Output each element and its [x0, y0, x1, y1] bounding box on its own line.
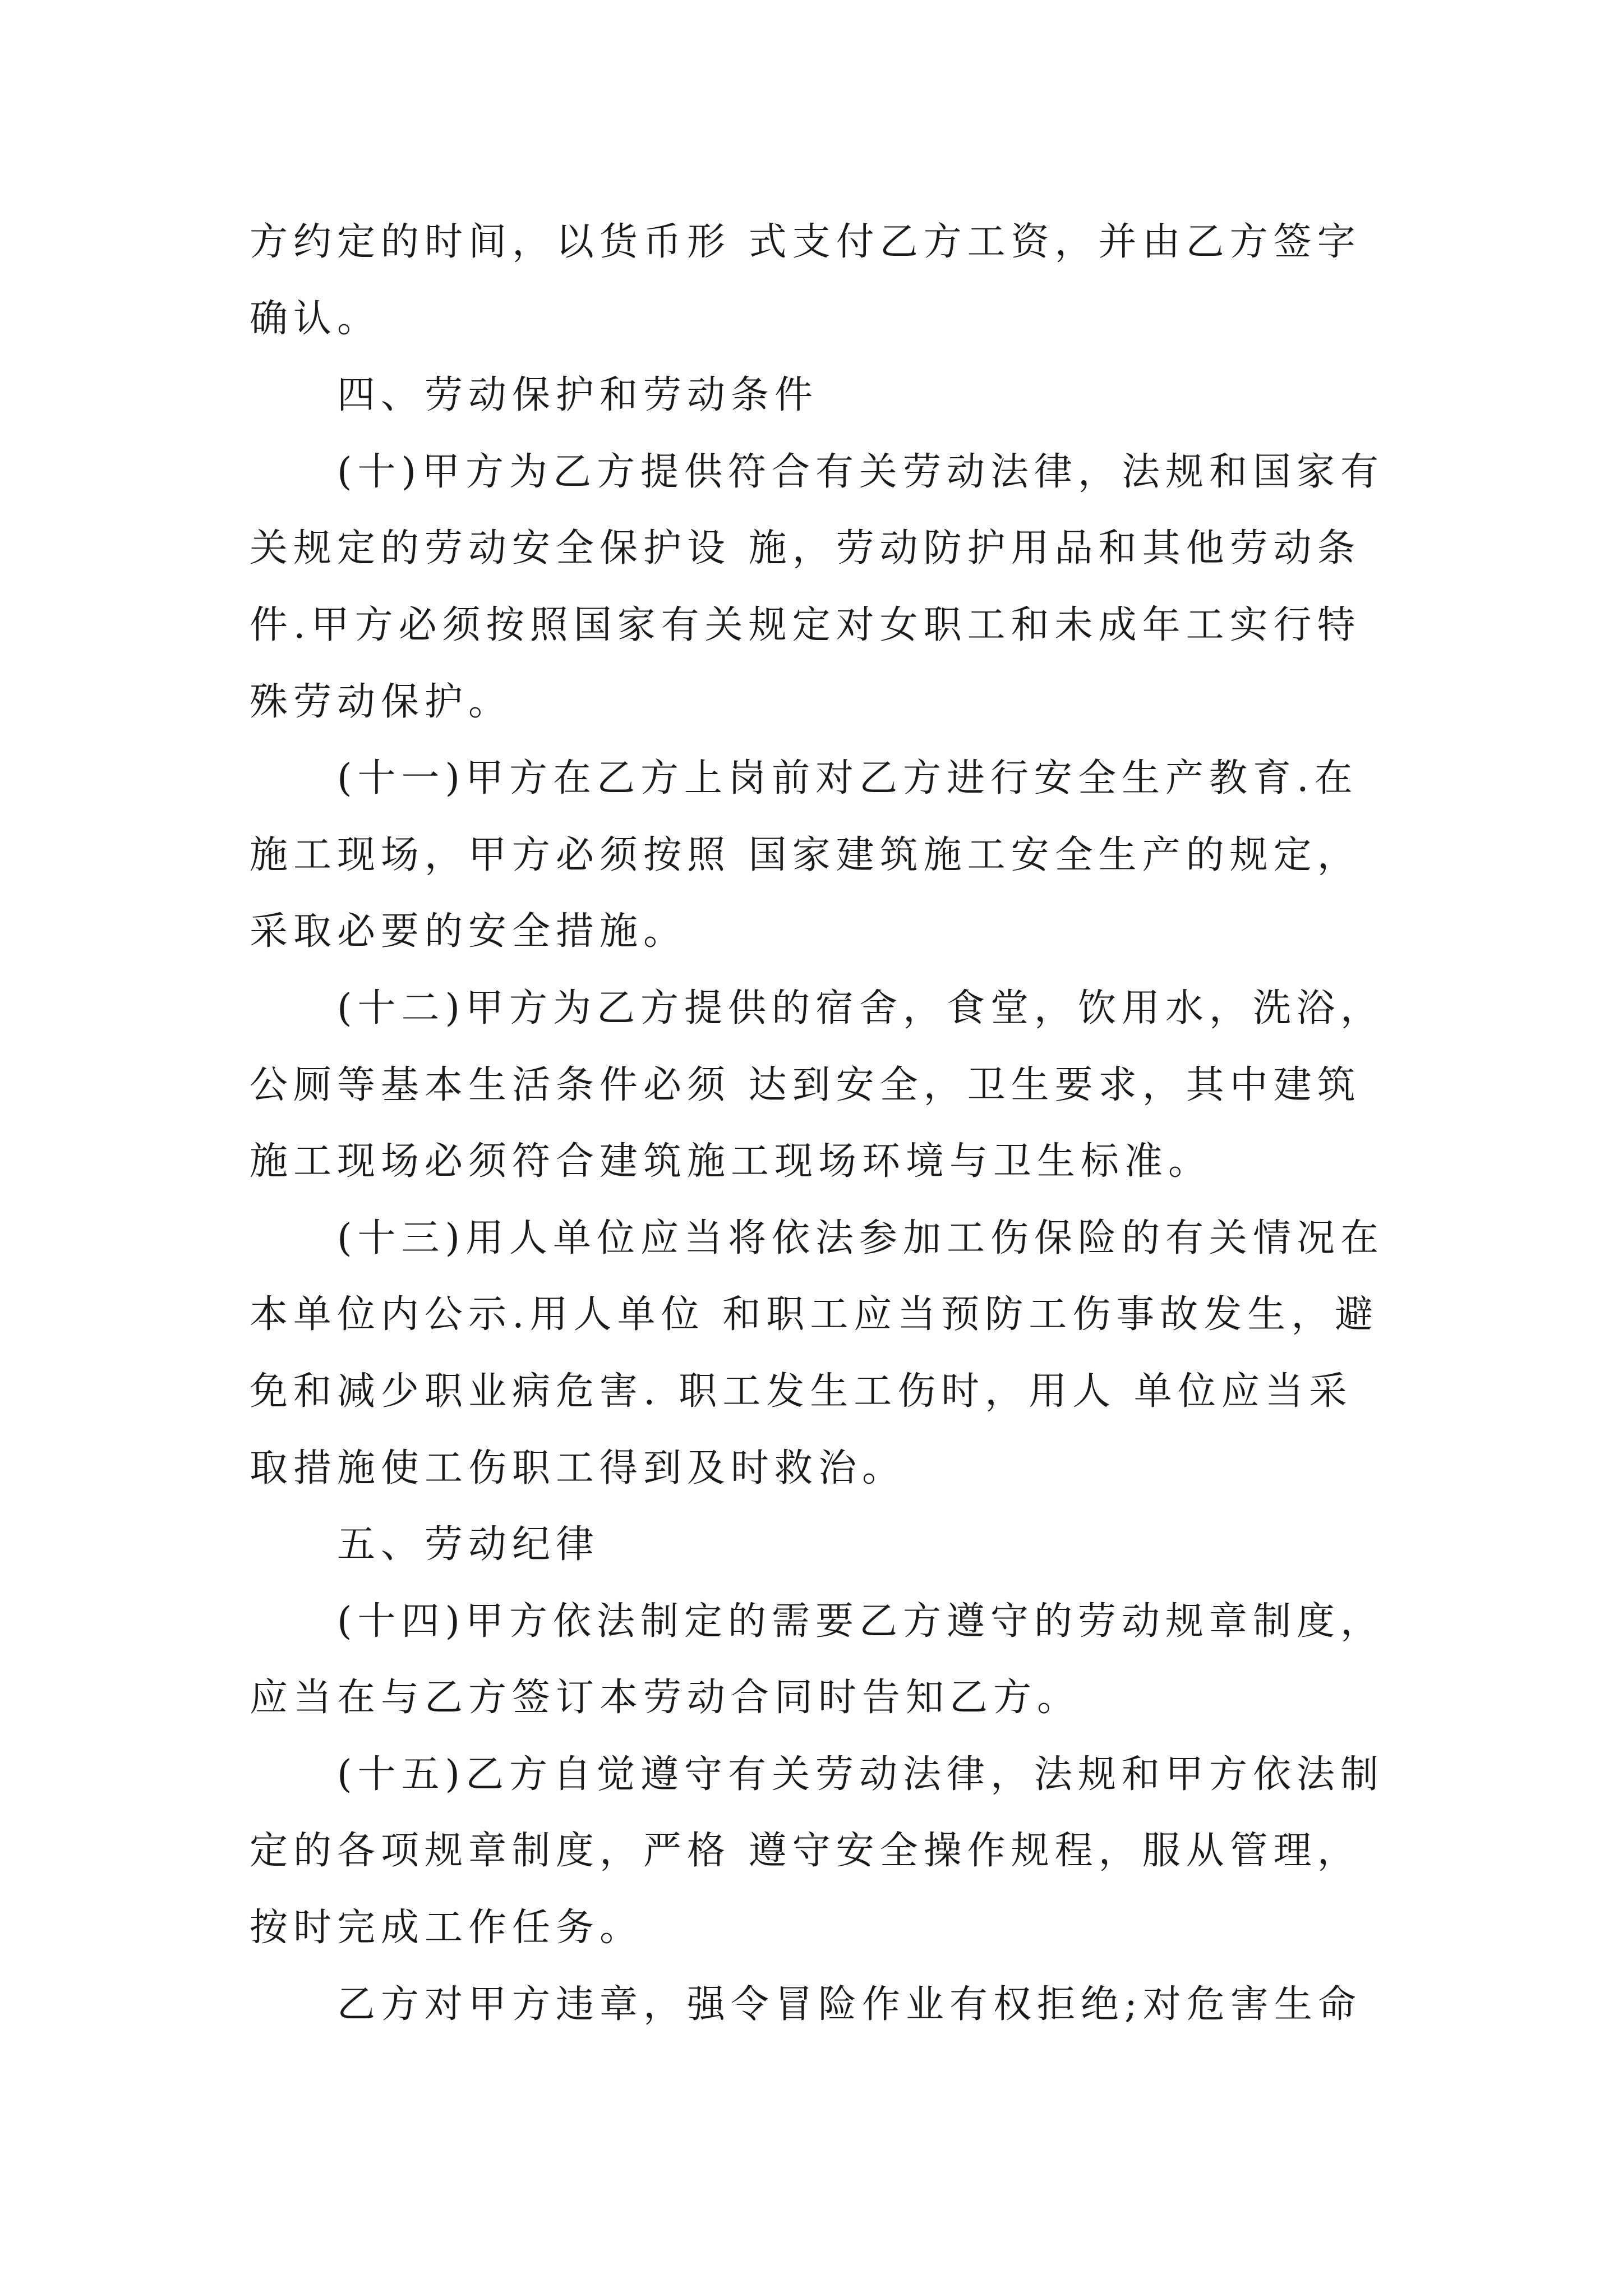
text-line: 应当在与乙方签订本劳动合同时告知乙方。 — [250, 1676, 1081, 1720]
clause-12 — [250, 970, 1427, 1200]
text-line: 件.甲方必须按照国家有关规定对女职工和未成年工实行特 — [250, 602, 1361, 647]
text-line: 采取必要的安全措施。 — [250, 909, 688, 954]
text-line: 免和减少职业病危害. 职工发生工伤时，用人 单位应当采 — [250, 1369, 1353, 1414]
text-line: 方约定的时间，以货币形 式支付乙方工资，并由乙方签字 — [250, 220, 1361, 264]
clause-13 — [250, 1200, 1427, 1507]
paragraph-continued-wages — [250, 204, 1427, 357]
text-line: (十一)甲方在乙方上岗前对乙方进行安全生产教育.在 — [337, 756, 1358, 801]
text-line: 定的各项规章制度，严格 遵守安全操作规程，服从管理， — [250, 1829, 1361, 1874]
text-line: 施工现场必须符合建筑施工现场环境与卫生标准。 — [250, 1139, 1212, 1184]
text-line: 乙方对甲方违章，强令冒险作业有权拒绝;对危害生命 — [337, 1982, 1362, 2027]
text-line: (十二)甲方为乙方提供的宿舍，食堂，饮用水，洗浴， — [337, 986, 1385, 1030]
text-line: 取措施使工伤职工得到及时救治。 — [250, 1446, 906, 1490]
text-line: 殊劳动保护。 — [250, 679, 513, 724]
clause-10 — [250, 434, 1427, 740]
text-line: 按时完成工作任务。 — [250, 1906, 644, 1950]
section-heading: 五、劳动纪律 — [337, 1522, 600, 1567]
text-line: 本单位内公示.用人单位 和职工应当预防工伤事故发生，避 — [250, 1292, 1379, 1337]
text-line: (十三)用人单位应当将依法参加工伤保险的有关情况在 — [337, 1216, 1385, 1260]
text-line: 施工现场，甲方必须按照 国家建筑施工安全生产的规定， — [250, 832, 1361, 877]
text-line: (十)甲方为乙方提供符合有关劳动法律，法规和国家有 — [337, 449, 1385, 494]
section-heading: 四、劳动保护和劳动条件 — [337, 373, 819, 418]
paragraph-refusal-right — [250, 1967, 1427, 2044]
section-heading-labor-protection — [250, 357, 1427, 434]
text-line: 公厕等基本生活条件必须 达到安全，卫生要求，其中建筑 — [250, 1062, 1361, 1107]
text-line: 确认。 — [250, 296, 381, 341]
clause-15 — [250, 1737, 1427, 1967]
text-line: (十四)甲方依法制定的需要乙方遵守的劳动规章制度， — [337, 1599, 1385, 1644]
section-heading-labor-discipline — [250, 1507, 1427, 1584]
text-line: (十五)乙方自觉遵守有关劳动法律，法规和甲方依法制 — [337, 1752, 1385, 1797]
document-body — [250, 204, 1427, 2043]
clause-14 — [250, 1584, 1427, 1737]
text-line: 关规定的劳动安全保护设 施，劳动防护用品和其他劳动条 — [250, 526, 1361, 571]
clause-11 — [250, 740, 1427, 970]
